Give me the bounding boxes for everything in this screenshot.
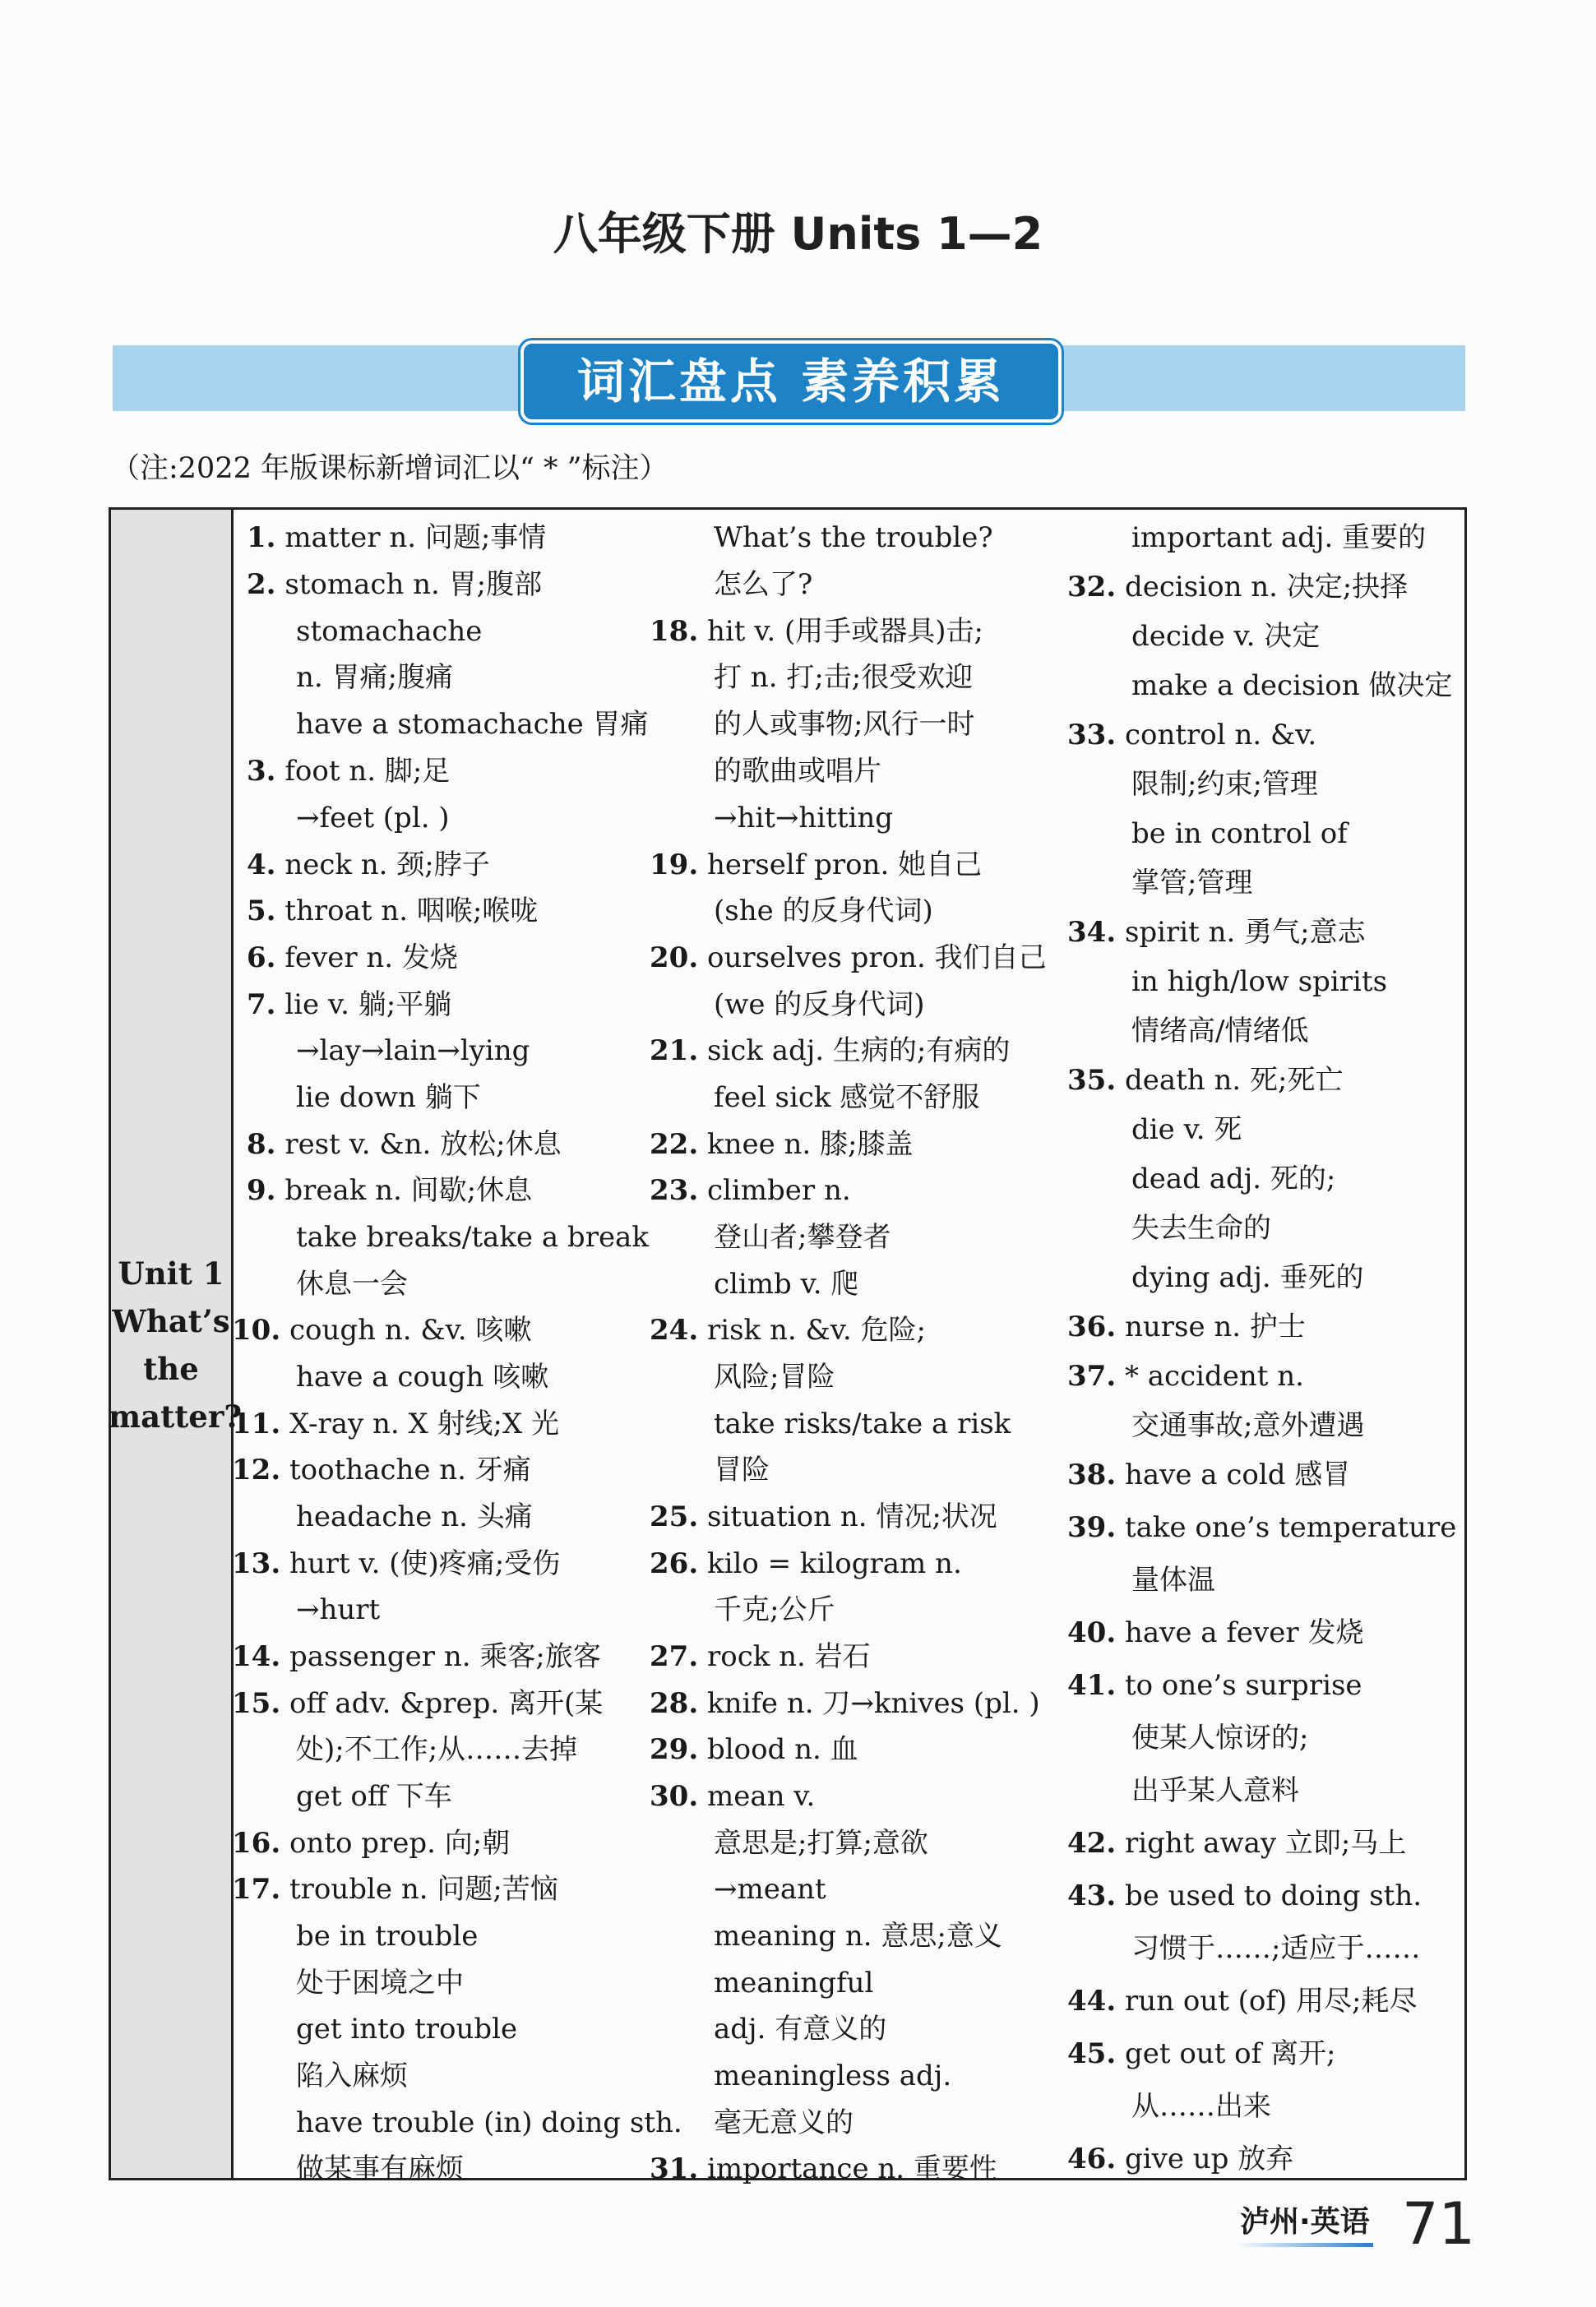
vocab-entry-continuation [1131, 768, 1318, 801]
entry-text: take breaks/take a break [296, 1221, 649, 1254]
entry-number: 41. [1067, 1669, 1117, 1702]
entry-number: 40. [1067, 1616, 1117, 1649]
vocab-entry [247, 895, 538, 927]
vocab-entry-continuation [296, 615, 482, 648]
vocab-entry [232, 1314, 531, 1347]
vocab-entry [232, 1408, 559, 1440]
vocab-entry [232, 1687, 603, 1720]
entry-text: 处于困境之中 [296, 1967, 464, 2000]
vocab-entry-continuation [1131, 1212, 1271, 1245]
entry-text: run out (of) 用尽;耗尽 [1124, 1985, 1418, 2018]
vocab-entry-continuation [1131, 2090, 1271, 2123]
entry-text: hit v. (用手或器具)击; [706, 615, 983, 648]
vocab-entry [1067, 1064, 1343, 1097]
entry-text: mean v. [706, 1780, 816, 1813]
entry-text: passenger n. 乘客;旅客 [289, 1640, 601, 1673]
vocab-entry-continuation [1131, 669, 1452, 702]
entry-number: 15. [232, 1687, 281, 1720]
entry-text: have a stomachache 胃痛 [296, 708, 649, 741]
vocab-entry-continuation [714, 1361, 835, 1394]
vocab-entry [650, 1128, 914, 1161]
entry-number: 31. [650, 2152, 699, 2185]
vocab-entry-continuation [1131, 1261, 1364, 1294]
entry-number: 32. [1067, 571, 1117, 603]
entry-number: 3. [247, 755, 276, 788]
entry-text: spirit n. 勇气;意志 [1124, 916, 1366, 949]
entry-text: * accident n. [1124, 1360, 1304, 1393]
entry-text: 情绪高/情绪低 [1131, 1015, 1309, 1047]
vocab-entry-continuation [296, 661, 453, 694]
entry-text: 怎么了? [714, 568, 813, 601]
entry-text: →lay→lain→lying [296, 1034, 530, 1067]
entry-text: 休息一会 [296, 1268, 408, 1301]
entry-text: 使某人惊讶的; [1131, 1722, 1309, 1755]
vocab-entry-continuation [296, 1967, 464, 2000]
vocab-entry-continuation [296, 1081, 481, 1114]
vocab-entry-continuation [714, 1081, 979, 1114]
entry-number: 23. [650, 1174, 699, 1207]
entry-text: What’s the trouble? [714, 521, 993, 554]
entry-number: 28. [650, 1687, 699, 1720]
vocab-entry [650, 1034, 1010, 1067]
entry-text: cough n. &v. 咳嗽 [289, 1314, 532, 1347]
vocab-entry-continuation [1131, 1409, 1364, 1442]
entry-text: have trouble (in) doing sth. [296, 2106, 682, 2139]
entry-text: important adj. 重要的 [1131, 521, 1427, 554]
entry-text: decision n. 决定;抉择 [1124, 571, 1409, 603]
entry-number: 34. [1067, 916, 1117, 949]
entry-number: 11. [232, 1408, 281, 1440]
entry-text: knife n. 刀→knives (pl. ) [706, 1687, 1040, 1720]
vocab-entry [1067, 1669, 1362, 1702]
entry-text: lie down 躺下 [296, 1081, 481, 1114]
entry-text: control n. &v. [1124, 719, 1317, 751]
vocab-entry-continuation [296, 708, 649, 741]
vocab-entry-continuation [1131, 867, 1252, 899]
entry-number: 17. [232, 1873, 281, 1906]
entry-text: 打 n. 打;击;很受欢迎 [714, 661, 974, 694]
entry-text: 处);不工作;从……去掉 [296, 1733, 578, 1766]
entry-text: give up 放弃 [1124, 2143, 1294, 2175]
entry-text: headache n. 头痛 [296, 1500, 533, 1533]
entry-text: →feet (pl. ) [296, 802, 450, 834]
entry-number: 39. [1067, 1511, 1117, 1544]
entry-text: rock n. 岩石 [706, 1640, 871, 1673]
vocab-entry [650, 1500, 997, 1533]
entry-number: 8. [247, 1128, 276, 1161]
entry-number: 33. [1067, 719, 1117, 751]
vocab-entry [650, 615, 983, 648]
entry-text: X-ray n. X 射线;X 光 [289, 1408, 559, 1440]
entry-text: 毫无意义的 [714, 2106, 854, 2139]
entry-text: 意思是;打算;意欲 [714, 1827, 928, 1860]
entry-text: right away 立即;马上 [1124, 1827, 1407, 1860]
entry-text: knee n. 膝;膝盖 [706, 1128, 914, 1161]
vocab-entry-continuation [714, 661, 973, 694]
entry-text: climb v. 爬 [714, 1268, 859, 1301]
entry-text: have a fever 发烧 [1124, 1616, 1364, 1649]
vocab-entry-continuation [714, 1967, 873, 2000]
vocab-entry-continuation [296, 2013, 517, 2046]
entry-text: meaningless adj. [714, 2060, 952, 2092]
entry-text: (she 的反身代词) [714, 895, 933, 927]
entry-number: 20. [650, 941, 699, 974]
entry-text: dying adj. 垂死的 [1131, 1261, 1364, 1294]
vocab-entry [650, 848, 982, 881]
vocab-entry [650, 1733, 858, 1766]
vocab-entry [1067, 1616, 1363, 1649]
entry-text: trouble n. 问题;苦恼 [289, 1873, 558, 1906]
footer-underline [1233, 2243, 1373, 2247]
entry-number: 13. [232, 1547, 281, 1580]
entry-number: 9. [247, 1174, 276, 1207]
entry-text: toothache n. 牙痛 [289, 1454, 531, 1486]
vocab-entry [1067, 719, 1316, 751]
entry-text: (we 的反身代词) [714, 988, 925, 1021]
vocab-entry [1067, 1879, 1422, 1912]
entry-text: foot n. 脚;足 [285, 755, 451, 788]
vocab-entry [650, 1687, 1040, 1720]
entry-text: neck n. 颈;脖子 [285, 848, 490, 881]
vocab-entry-continuation [296, 1780, 452, 1813]
entry-text: herself pron. 她自己 [706, 848, 983, 881]
entry-number: 18. [650, 615, 699, 648]
unit-label-line: Unit 1 [118, 1255, 224, 1292]
vocab-entry [1067, 1311, 1306, 1343]
entry-text: get into trouble [296, 2013, 518, 2046]
vocab-entry-continuation [714, 1408, 1011, 1440]
entry-number: 25. [650, 1500, 699, 1533]
vocab-entry-continuation [1131, 521, 1426, 554]
footer-city: 泸州·英语 [1240, 2205, 1370, 2239]
entry-text: in high/low spirits [1131, 965, 1388, 998]
entry-number: 4. [247, 848, 276, 881]
vocab-entry-continuation [1131, 1113, 1242, 1146]
unit-label [109, 1250, 243, 1440]
vocab-entry [650, 1547, 962, 1580]
vocab-entry-continuation [714, 1454, 770, 1486]
entry-number: 42. [1067, 1827, 1117, 1860]
vocab-entry [1067, 571, 1408, 603]
vocab-entry-continuation [296, 1034, 530, 1067]
vocab-entry-continuation [714, 988, 925, 1021]
entry-text: be in trouble [296, 1920, 479, 1953]
entry-text: →hit→hitting [714, 802, 894, 834]
entry-text: onto prep. 向;朝 [289, 1827, 511, 1860]
entry-number: 12. [232, 1454, 281, 1486]
entry-text: lie v. 躺;平躺 [285, 988, 452, 1021]
entry-number: 16. [232, 1827, 281, 1860]
vocab-entry [650, 1780, 815, 1813]
vocab-entry [232, 1640, 601, 1673]
vocab-entry-continuation [1131, 1932, 1420, 1965]
vocab-entry [650, 941, 1047, 974]
entry-number: 24. [650, 1314, 699, 1347]
vocab-entry-continuation [1131, 1015, 1308, 1047]
entry-text: ourselves pron. 我们自己 [706, 941, 1047, 974]
vocab-entry [650, 1174, 851, 1207]
entry-number: 27. [650, 1640, 699, 1673]
entry-text: 千克;公斤 [714, 1593, 835, 1626]
entry-text: break n. 间歇;休息 [285, 1174, 533, 1207]
entry-text: 出乎某人意料 [1131, 1774, 1299, 1807]
vocab-entry [232, 1873, 558, 1906]
vocab-entry [247, 988, 451, 1021]
entry-number: 26. [650, 1547, 699, 1580]
vocab-entry-continuation [1131, 965, 1387, 998]
vocab-entry-continuation [1131, 817, 1348, 850]
entry-text: make a decision 做决定 [1131, 669, 1453, 702]
entry-text: adj. 有意义的 [714, 2013, 887, 2046]
entry-text: importance n. 重要性 [706, 2152, 997, 2185]
page-number: 71 [1402, 2190, 1476, 2258]
entry-number: 6. [247, 941, 276, 974]
vocab-entry-continuation [296, 802, 450, 834]
entry-text: climber n. [706, 1174, 851, 1207]
entry-text: take one’s temperature [1124, 1511, 1457, 1544]
entry-text: be used to doing sth. [1124, 1879, 1423, 1912]
entry-text: meaningful [714, 1967, 874, 2000]
entry-text: dead adj. 死的; [1131, 1163, 1336, 1195]
vocab-entry [232, 1547, 560, 1580]
entry-text: fever n. 发烧 [285, 941, 458, 974]
entry-text: situation n. 情况;状况 [706, 1500, 997, 1533]
vocab-entry [232, 1454, 531, 1486]
vocab-entry-continuation [714, 755, 881, 788]
entry-text: 失去生命的 [1131, 1212, 1271, 1245]
vocab-entry [650, 1314, 926, 1347]
entry-text: get out of 离开; [1124, 2037, 1336, 2070]
entry-text: to one’s surprise [1124, 1669, 1362, 1702]
entry-number: 35. [1067, 1064, 1117, 1097]
vocab-entry [650, 1640, 871, 1673]
vocab-entry [247, 848, 490, 881]
entry-number: 10. [232, 1314, 281, 1347]
entry-text: be in control of [1131, 817, 1348, 850]
vocab-entry-continuation [296, 1221, 649, 1254]
entry-text: 风险;冒险 [714, 1361, 835, 1394]
vocab-entry-continuation [714, 1873, 826, 1906]
entry-number: 43. [1067, 1879, 1117, 1912]
entry-text: meaning n. 意思;意义 [714, 1920, 1002, 1953]
unit-label-line: What’s [112, 1303, 230, 1339]
vocab-entry [1067, 2037, 1335, 2070]
vocab-entry-continuation [1131, 1722, 1308, 1755]
entry-text: n. 胃痛;腹痛 [296, 661, 453, 694]
entry-text: risk n. &v. 危险; [706, 1314, 926, 1347]
entry-number: 19. [650, 848, 699, 881]
vocab-entry-continuation [296, 1920, 478, 1953]
entry-text: die v. 死 [1131, 1113, 1242, 1146]
entry-number: 1. [247, 521, 276, 554]
entry-text: off adv. &prep. 离开(某 [289, 1687, 604, 1720]
entry-text: 的人或事物;风行一时 [714, 708, 975, 741]
vocab-entry-continuation [714, 1827, 928, 1860]
vocab-entry-continuation [714, 802, 893, 834]
entry-text: get off 下车 [296, 1780, 452, 1813]
entry-number: 7. [247, 988, 276, 1021]
entry-text: →meant [714, 1873, 826, 1906]
vocab-entry [247, 941, 458, 974]
note-text: （注:2022 年版课标新增词汇以“ * ”标注） [111, 452, 668, 485]
entry-number: 36. [1067, 1311, 1117, 1343]
vocab-entry-continuation [296, 2106, 682, 2139]
vocab-entry-continuation [714, 2106, 854, 2139]
entry-text: throat n. 咽喉;喉咙 [285, 895, 539, 927]
entry-number: 5. [247, 895, 276, 927]
entry-number: 22. [650, 1128, 699, 1161]
vocab-entry [247, 521, 546, 554]
vocab-entry-continuation [296, 1593, 380, 1626]
entry-text: take risks/take a risk [714, 1408, 1011, 1440]
entry-text: sick adj. 生病的;有病的 [706, 1034, 1011, 1067]
entry-text: rest v. &n. 放松;休息 [285, 1128, 562, 1161]
unit-label-line: matter? [109, 1399, 243, 1435]
entry-number: 44. [1067, 1985, 1117, 2018]
vocab-entry-continuation [714, 1593, 835, 1626]
entry-text: hurt v. (使)疼痛;受伤 [289, 1547, 561, 1580]
vocab-entry-continuation [1131, 1163, 1335, 1195]
entry-text: 做某事有麻烦 [296, 2152, 464, 2185]
entry-number: 29. [650, 1733, 699, 1766]
entry-number: 46. [1067, 2143, 1117, 2175]
entry-text: feel sick 感觉不舒服 [714, 1081, 980, 1114]
unit-label-line: the [143, 1351, 199, 1387]
vocab-entry [1067, 1511, 1456, 1544]
entry-text: blood n. 血 [706, 1733, 858, 1766]
entry-text: stomach n. 胃;腹部 [285, 568, 543, 601]
vocab-entry-continuation [714, 1268, 858, 1301]
entry-text: matter n. 问题;事情 [285, 521, 547, 554]
vocab-entry-continuation [296, 1500, 533, 1533]
entry-text: 掌管;管理 [1131, 867, 1253, 899]
vocab-entry-continuation [1131, 1774, 1299, 1807]
vocab-entry [247, 568, 542, 601]
entry-number: 14. [232, 1640, 281, 1673]
entry-number: 30. [650, 1780, 699, 1813]
vocab-entry [1067, 1459, 1350, 1491]
vocab-entry [247, 1128, 562, 1161]
vocab-entry [1067, 916, 1366, 949]
vocab-entry-continuation [714, 895, 933, 927]
vocab-entry [650, 2152, 997, 2185]
vocab-entry [1067, 1360, 1304, 1393]
entry-text: kilo = kilogram n. [706, 1547, 962, 1580]
vocab-entry-continuation [714, 568, 812, 601]
vocab-entry-continuation [714, 1920, 1002, 1953]
vocab-entry-continuation [296, 1268, 408, 1301]
entry-text: death n. 死;死亡 [1124, 1064, 1344, 1097]
vocab-entry-continuation [296, 2060, 408, 2092]
entry-text: 陷入麻烦 [296, 2060, 408, 2092]
section-banner: 词汇盘点 素养积累 [520, 340, 1062, 423]
vocab-entry-continuation [296, 2152, 464, 2185]
entry-text: →hurt [296, 1593, 381, 1626]
entry-text: 限制;约束;管理 [1131, 768, 1318, 801]
vocab-entry [247, 755, 450, 788]
vocab-entry-continuation [714, 708, 974, 741]
entry-text: 登山者;攀登者 [714, 1221, 891, 1254]
entry-text: 从……出来 [1131, 2090, 1271, 2123]
entry-number: 37. [1067, 1360, 1117, 1393]
vocab-entry-continuation [1131, 620, 1320, 653]
entry-text: 冒险 [714, 1454, 770, 1486]
vocab-entry-continuation [714, 1221, 891, 1254]
entry-text: 的歌曲或唱片 [714, 755, 881, 788]
vocab-entry [247, 1174, 532, 1207]
vocab-entry-continuation [296, 1733, 577, 1766]
entry-text: decide v. 决定 [1131, 620, 1321, 653]
entry-number: 21. [650, 1034, 699, 1067]
entry-number: 38. [1067, 1459, 1117, 1491]
vocab-entry-continuation [1131, 1564, 1215, 1597]
vocab-entry [1067, 2143, 1293, 2175]
entry-text: 习惯于……;适应于…… [1131, 1932, 1421, 1965]
entry-text: nurse n. 护士 [1124, 1311, 1306, 1343]
entry-text: stomachache [296, 615, 483, 648]
entry-text: have a cold 感冒 [1124, 1459, 1351, 1491]
page-title: 八年级下册 Units 1—2 [553, 208, 1043, 260]
vocab-entry-continuation [296, 1361, 548, 1394]
vocab-entry-continuation [714, 2013, 886, 2046]
entry-text: have a cough 咳嗽 [296, 1361, 549, 1394]
entry-number: 2. [247, 568, 276, 601]
entry-text: 交通事故;意外遭遇 [1131, 1409, 1365, 1442]
entry-text: 量体温 [1131, 1564, 1215, 1597]
entry-number: 45. [1067, 2037, 1117, 2070]
vocab-entry-continuation [714, 521, 993, 554]
vocab-entry [1067, 1827, 1406, 1860]
vocab-entry [1067, 1985, 1418, 2018]
vocab-entry [232, 1827, 510, 1860]
vocab-entry-continuation [714, 2060, 951, 2092]
